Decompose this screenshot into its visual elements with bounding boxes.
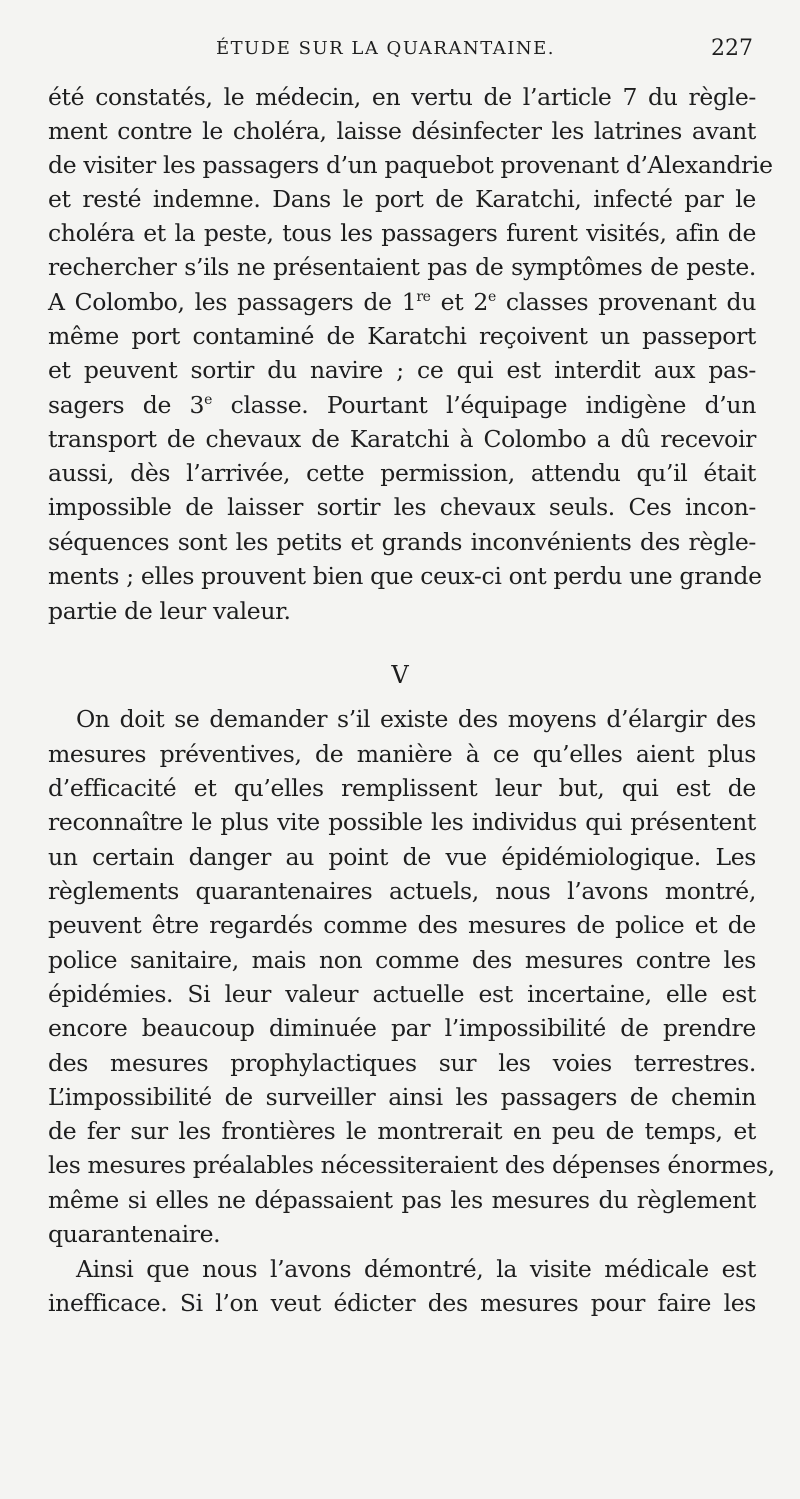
- text-line: police sanitaire, mais non comme des mesures contre les: [48, 946, 756, 974]
- text-line: séquences sont les petits et grands inconvénients des règle-: [48, 528, 756, 556]
- text-line: ments ; elles prouvent bien que ceux-ci ont perdu une grande: [48, 562, 762, 590]
- text-line: de visiter les passagers d’un paquebot provenant d’Alexandrie: [48, 151, 773, 179]
- running-title: ÉTUDE SUR LA QUARANTAINE.: [216, 38, 555, 59]
- running-head: [48, 36, 753, 66]
- text-line: rechercher s’ils ne présentaient pas de symptômes de peste.: [48, 253, 756, 281]
- text-line: inefficace. Si l’on veut édicter des mesures pour faire les: [48, 1289, 756, 1317]
- text-line: Ainsi que nous l’avons démontré, la visite médicale est: [76, 1255, 756, 1283]
- text-line: partie de leur valeur.: [48, 597, 291, 625]
- text-line: A Colombo, les passagers de 1re et 2e classes provenant du: [48, 288, 756, 316]
- text-line: été constatés, le médecin, en vertu de l’article 7 du règle-: [48, 83, 756, 111]
- text-line: et resté indemne. Dans le port de Karatchi, infecté par le: [48, 185, 756, 213]
- text-line: On doit se demander s’il existe des moyens d’élargir des: [76, 705, 756, 733]
- text-line: même port contaminé de Karatchi reçoivent un passeport: [48, 322, 756, 350]
- text-line: reconnaître le plus vite possible les individus qui présentent: [48, 808, 756, 836]
- text-line: L’impossibilité de surveiller ainsi les passagers de chemin: [48, 1083, 756, 1111]
- text-line: un certain danger au point de vue épidémiologique. Les: [48, 843, 756, 871]
- text-line: aussi, dès l’arrivée, cette permission, attendu qu’il était: [48, 459, 756, 487]
- text-line: quarantenaire.: [48, 1220, 221, 1248]
- text-line: règlements quarantenaires actuels, nous l’avons montré,: [48, 877, 756, 905]
- text-line: peuvent être regardés comme des mesures de police et de: [48, 911, 756, 939]
- text-line: et peuvent sortir du navire ; ce qui est interdit aux pas-: [48, 356, 756, 384]
- text-line: des mesures prophylactiques sur les voies terrestres.: [48, 1049, 756, 1077]
- section-heading: V: [391, 661, 409, 689]
- text-line: choléra et la peste, tous les passagers furent visités, afin de: [48, 219, 756, 247]
- text-line: même si elles ne dépassaient pas les mesures du règlement: [48, 1186, 756, 1214]
- text-line: ment contre le choléra, laisse désinfecter les latrines avant: [48, 117, 756, 145]
- text-line: les mesures préalables nécessiteraient des dépenses énormes,: [48, 1151, 775, 1179]
- text-line: mesures préventives, de manière à ce qu’elles aient plus: [48, 740, 756, 768]
- text-line: épidémies. Si leur valeur actuelle est incertaine, elle est: [48, 980, 756, 1008]
- text-line: de fer sur les frontières le montrerait en peu de temps, et: [48, 1117, 756, 1145]
- text-line: transport de chevaux de Karatchi à Colombo a dû recevoir: [48, 425, 756, 453]
- text-line: sagers de 3e classe. Pourtant l’équipage indigène d’un: [48, 391, 757, 419]
- text-line: d’efficacité et qu’elles remplissent leur but, qui est de: [48, 774, 756, 802]
- page-number: 227: [711, 36, 753, 61]
- text-line: impossible de laisser sortir les chevaux seuls. Ces incon-: [48, 493, 756, 521]
- text-line: encore beaucoup diminuée par l’impossibilité de prendre: [48, 1014, 756, 1042]
